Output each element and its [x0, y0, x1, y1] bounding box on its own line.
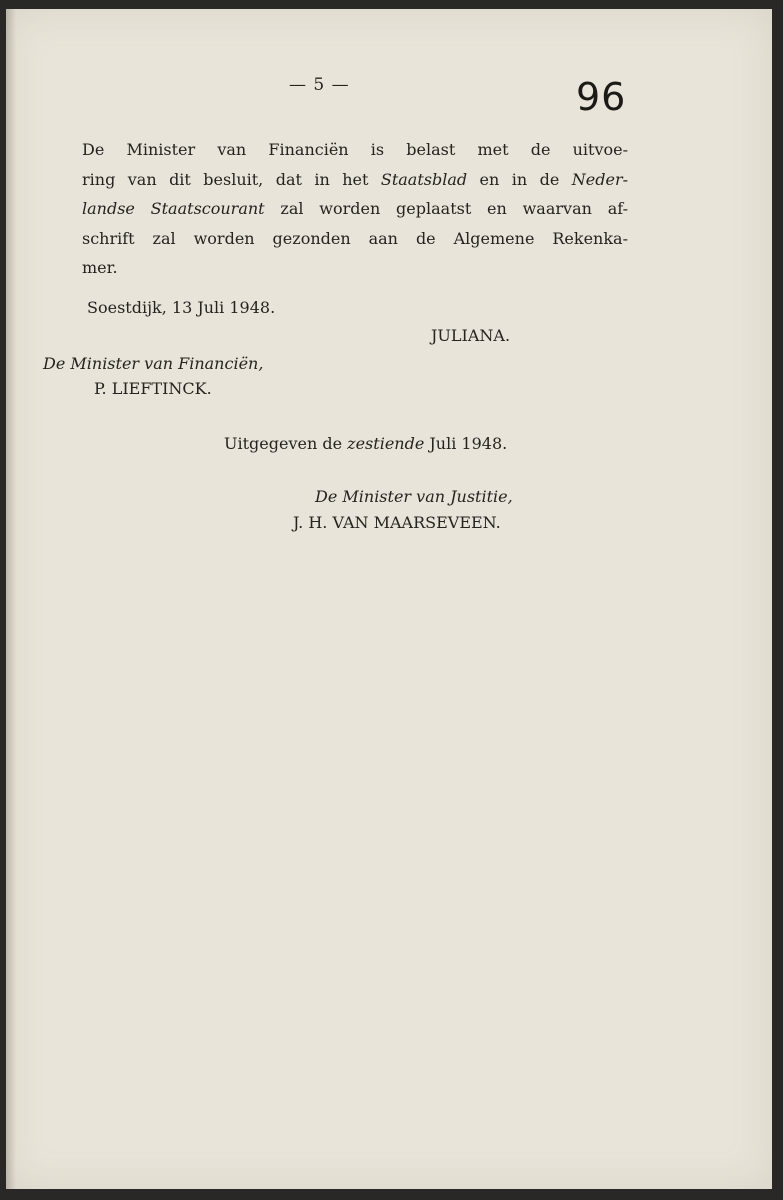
- publication-date-word: zestiende: [347, 434, 425, 453]
- justice-minister-title: De Minister van Justitie,: [315, 487, 513, 506]
- sovereign-signature: JULIANA.: [431, 326, 511, 345]
- body-text: mer.: [82, 258, 118, 277]
- publication-line: [224, 434, 507, 453]
- body-line: [82, 135, 628, 165]
- finance-minister-name: P. LIEFTINCK.: [94, 379, 212, 398]
- place-and-date: Soestdijk, 13 Juli 1948.: [87, 298, 276, 317]
- body-text: De Minister van Financiën is belast met de uitvoe-: [82, 140, 628, 159]
- page-number: — 5 —: [289, 75, 350, 95]
- body-paragraph: [82, 135, 628, 283]
- body-text: ring van dit besluit, dat in het: [82, 169, 381, 189]
- body-line: [82, 253, 628, 283]
- body-italic-text: landse Staatscourant: [82, 199, 265, 218]
- publication-suffix: Juli 1948.: [424, 434, 508, 453]
- body-text: zal worden geplaatst en waarvan af-: [264, 199, 629, 218]
- finance-minister-title: De Minister van Financiën,: [43, 354, 264, 373]
- stamp-number: 96: [576, 75, 627, 119]
- publication-prefix: Uitgegeven de: [224, 434, 348, 453]
- body-text: schrift zal worden gezonden aan de Algemene Rekenka-: [82, 228, 628, 248]
- body-italic-text: Staatsblad: [380, 169, 468, 189]
- body-text: en in de: [467, 169, 572, 189]
- body-line: [82, 165, 628, 195]
- body-line: [82, 194, 628, 224]
- document-page: [6, 9, 772, 1189]
- page-edge-shadow: [6, 9, 16, 1189]
- justice-minister-name: J. H. VAN MAARSEVEEN.: [293, 513, 501, 532]
- body-line: [82, 224, 628, 254]
- body-italic-text: Neder-: [571, 169, 628, 189]
